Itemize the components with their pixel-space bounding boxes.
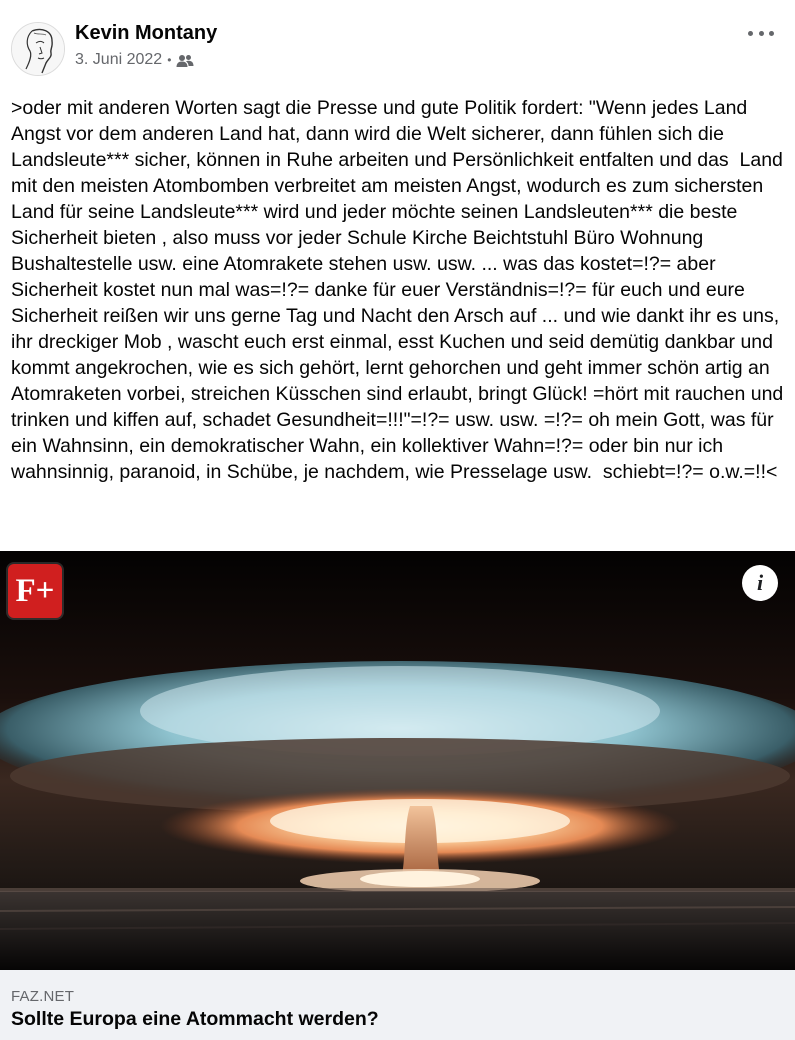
- link-title[interactable]: Sollte Europa eine Atommacht werden?: [11, 1008, 379, 1030]
- meta-separator: •: [167, 53, 172, 67]
- friends-icon[interactable]: [176, 54, 194, 68]
- mushroom-cloud-image: [0, 551, 795, 970]
- dot: [748, 31, 753, 36]
- more-dots-icon[interactable]: [748, 28, 774, 38]
- post-text: >oder mit anderen Worten sagt die Presse und gute Politik fordert: "Wenn jedes Land Angst vor dem anderen Land hat, dann wird die Welt sicherer, dann fühlen sich die Landsleute*** sicher, können in Ruhe arbeiten und Persönlichkeit entfalten und das Land mit den meisten Atombomben verbreitet am meisten Angst, wodurch es zum sichersten Land für seine Landsleute*** wird und jeder möchte seinen Landsleuten*** die beste Sicherheit bieten , also muss vor jeder Schule Kirche Beichtstuhl Büro Wohnung Bushaltestelle usw. eine Atomrakete stehen usw. usw. ... was das kostet=!?= aber Sicherheit kostet nun mal was=!?= danke für euer Verständnis=!?= für euch und eure Sicherheit reißen wir uns gerne Tag und Nacht den Arsch auf ... und wie dankt ihr es uns, ihr dreckiger Mob , wascht euch erst einmal, esst Kuchen und seid demütig dankbar und kommt angekrochen, wie es sich gehört, lernt gehorchen und geht immer schön artig an Atomraketen vorbei, streichen Küsschen sind erlaubt, bringt Glück! =hört mit rauchen und trinken und kiffen auf, schadet Gesundheit=!!!"=!?= usw. usw. =!?= oh mein Gott, was für ein Wahnsinn, ein demokratischer Wahn, ein kollektiver Wahn=!?= oder bin nur ich wahnsinnig, paranoid, in Schübe, je nachdem, wie Presselage usw. schiebt=!?= o.w.=!!<: [11, 97, 789, 483]
- avatar[interactable]: [11, 22, 65, 76]
- post-date[interactable]: 3. Juni 2022: [75, 51, 163, 68]
- dot: [769, 31, 774, 36]
- post-meta: [75, 51, 194, 69]
- post-header: [0, 0, 795, 90]
- link-preview-footer[interactable]: [0, 970, 795, 1040]
- badge-label: F+: [15, 572, 55, 609]
- link-preview-image[interactable]: [0, 551, 795, 970]
- dot: [759, 31, 764, 36]
- faz-plus-badge: [8, 564, 62, 618]
- author-name[interactable]: Kevin Montany: [75, 22, 218, 44]
- link-domain: FAZ.NET: [11, 988, 75, 1005]
- info-icon[interactable]: [742, 565, 778, 601]
- info-glyph: i: [756, 570, 764, 595]
